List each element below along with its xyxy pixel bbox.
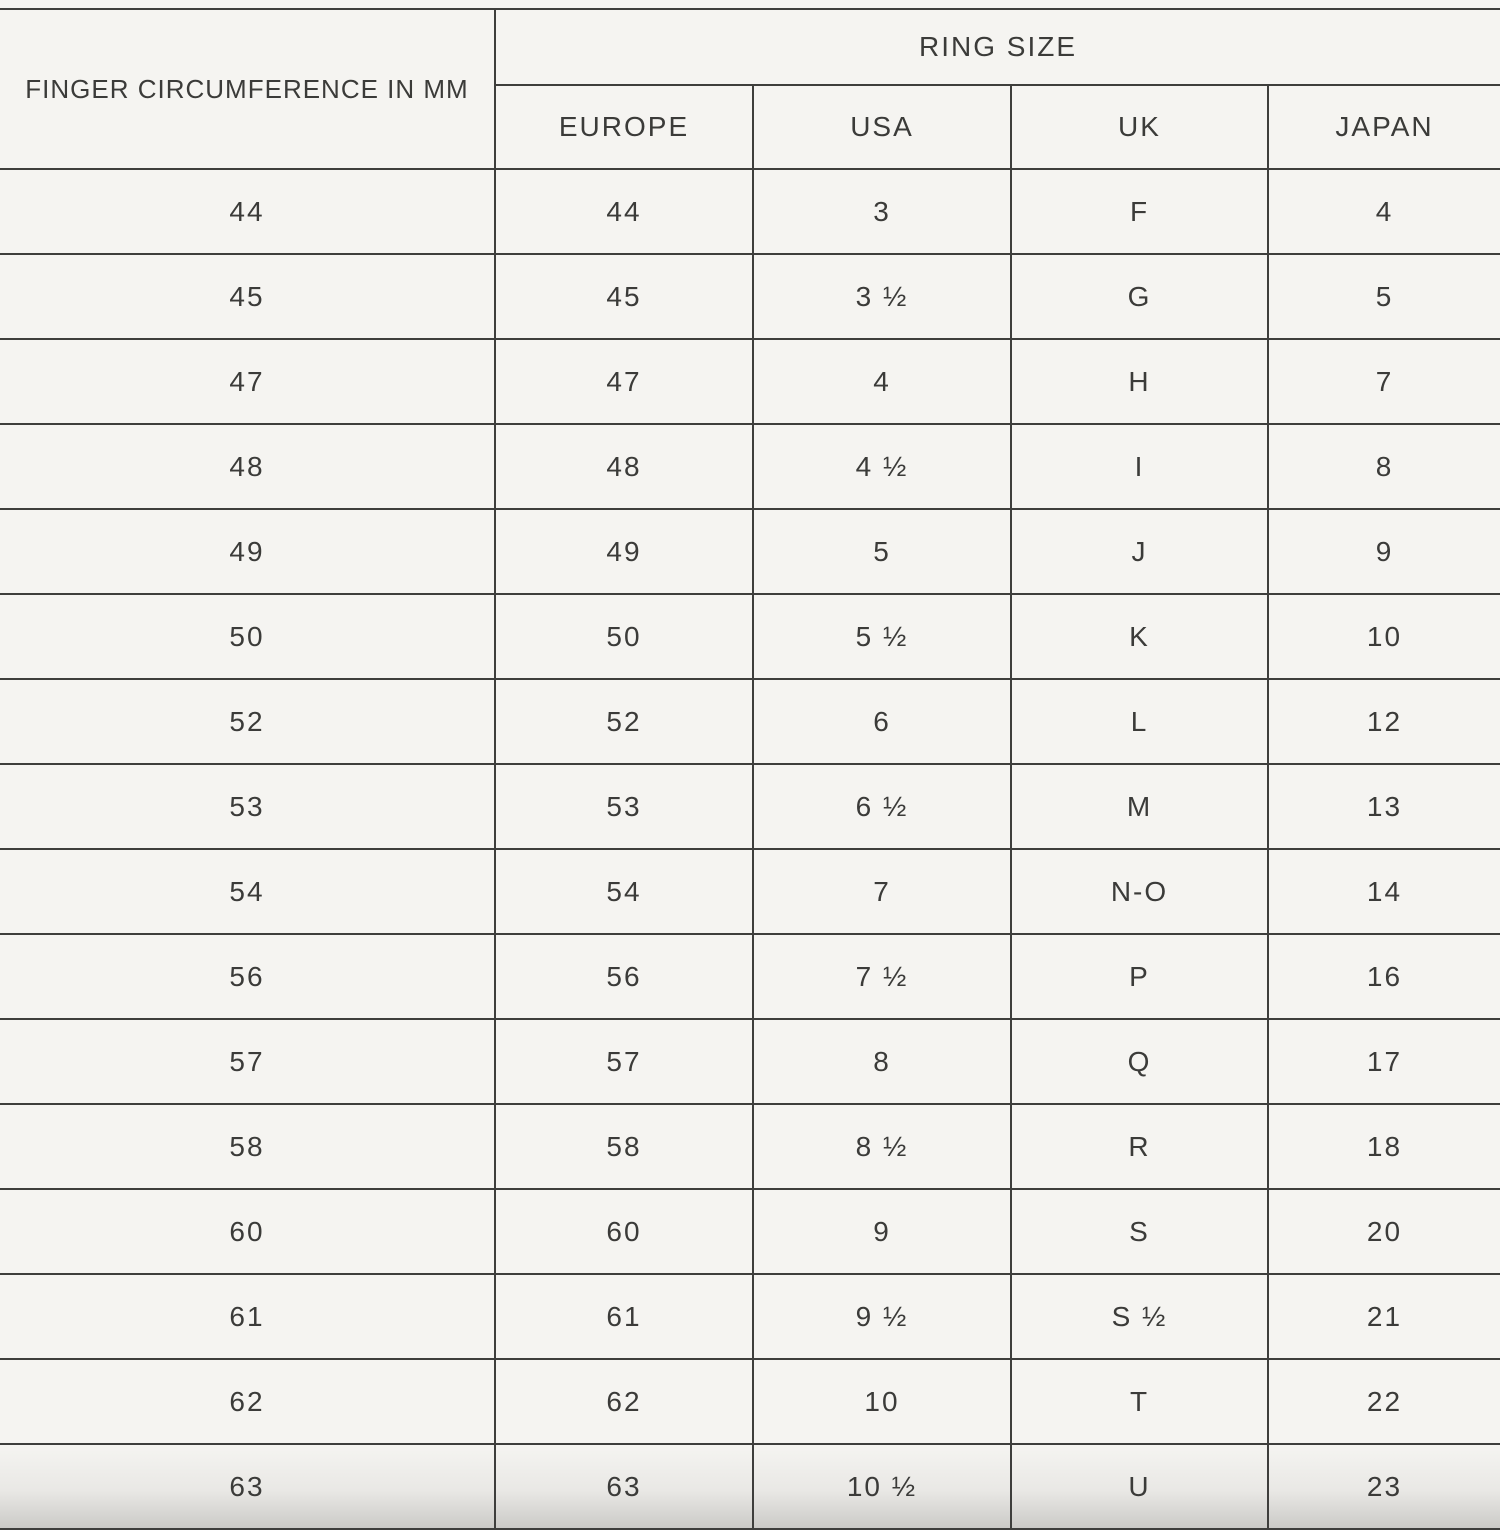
- cell-circumference: 56: [0, 934, 495, 1019]
- cell-europe: 58: [495, 1104, 753, 1189]
- column-header-japan: JAPAN: [1268, 85, 1500, 169]
- cell-uk: Q: [1011, 1019, 1268, 1104]
- cell-europe: 49: [495, 509, 753, 594]
- cell-europe: 45: [495, 254, 753, 339]
- cell-circumference: 48: [0, 424, 495, 509]
- cell-circumference: 62: [0, 1359, 495, 1444]
- cell-circumference: 45: [0, 254, 495, 339]
- cell-japan: 4: [1268, 169, 1500, 254]
- table-row: [0, 424, 1500, 509]
- cell-usa: 3: [753, 169, 1011, 254]
- table-row: [0, 1359, 1500, 1444]
- cell-europe: 57: [495, 1019, 753, 1104]
- cell-uk: K: [1011, 594, 1268, 679]
- cell-usa: 5: [753, 509, 1011, 594]
- cell-europe: 54: [495, 849, 753, 934]
- cell-usa: 8 ½: [753, 1104, 1011, 1189]
- table-row: [0, 1189, 1500, 1274]
- cell-usa: 4 ½: [753, 424, 1011, 509]
- table-row: [0, 849, 1500, 934]
- column-header-europe: EUROPE: [495, 85, 753, 169]
- cell-circumference: 61: [0, 1274, 495, 1359]
- header-group-row: [0, 9, 1500, 85]
- cell-usa: 4: [753, 339, 1011, 424]
- cell-uk: H: [1011, 339, 1268, 424]
- cell-uk: L: [1011, 679, 1268, 764]
- table-row: [0, 1274, 1500, 1359]
- cell-europe: 47: [495, 339, 753, 424]
- cell-europe: 63: [495, 1444, 753, 1529]
- cell-uk: S ½: [1011, 1274, 1268, 1359]
- cell-circumference: 52: [0, 679, 495, 764]
- table-row: [0, 679, 1500, 764]
- table-row: [0, 169, 1500, 254]
- cell-uk: S: [1011, 1189, 1268, 1274]
- cell-europe: 62: [495, 1359, 753, 1444]
- table-row: [0, 594, 1500, 679]
- ring-size-table: [0, 8, 1500, 1530]
- cell-circumference: 50: [0, 594, 495, 679]
- cell-japan: 18: [1268, 1104, 1500, 1189]
- cell-usa: 8: [753, 1019, 1011, 1104]
- cell-uk: I: [1011, 424, 1268, 509]
- cell-circumference: 54: [0, 849, 495, 934]
- table-row: [0, 934, 1500, 1019]
- cell-uk: N-O: [1011, 849, 1268, 934]
- cell-circumference: 63: [0, 1444, 495, 1529]
- table-row: [0, 339, 1500, 424]
- cell-japan: 5: [1268, 254, 1500, 339]
- cell-usa: 9 ½: [753, 1274, 1011, 1359]
- cell-japan: 8: [1268, 424, 1500, 509]
- cell-japan: 9: [1268, 509, 1500, 594]
- cell-circumference: 44: [0, 169, 495, 254]
- cell-japan: 10: [1268, 594, 1500, 679]
- cell-usa: 6 ½: [753, 764, 1011, 849]
- table-body: [0, 169, 1500, 1529]
- cell-usa: 7: [753, 849, 1011, 934]
- cell-europe: 61: [495, 1274, 753, 1359]
- finger-circumference-header: FINGER CIRCUMFERENCE IN MM: [0, 9, 495, 169]
- cell-japan: 23: [1268, 1444, 1500, 1529]
- cell-japan: 14: [1268, 849, 1500, 934]
- cell-uk: J: [1011, 509, 1268, 594]
- cell-circumference: 58: [0, 1104, 495, 1189]
- cell-uk: F: [1011, 169, 1268, 254]
- cell-japan: 21: [1268, 1274, 1500, 1359]
- cell-japan: 12: [1268, 679, 1500, 764]
- column-header-uk: UK: [1011, 85, 1268, 169]
- cell-uk: P: [1011, 934, 1268, 1019]
- column-header-usa: USA: [753, 85, 1011, 169]
- cell-usa: 10 ½: [753, 1444, 1011, 1529]
- table-row: [0, 254, 1500, 339]
- cell-europe: 50: [495, 594, 753, 679]
- cell-usa: 9: [753, 1189, 1011, 1274]
- ring-size-group-header: RING SIZE: [495, 9, 1500, 85]
- cell-europe: 48: [495, 424, 753, 509]
- cell-europe: 56: [495, 934, 753, 1019]
- table-row: [0, 509, 1500, 594]
- cell-usa: 3 ½: [753, 254, 1011, 339]
- cell-circumference: 47: [0, 339, 495, 424]
- cell-uk: R: [1011, 1104, 1268, 1189]
- cell-japan: 7: [1268, 339, 1500, 424]
- cell-europe: 53: [495, 764, 753, 849]
- cell-japan: 13: [1268, 764, 1500, 849]
- cell-usa: 5 ½: [753, 594, 1011, 679]
- table-row: [0, 1104, 1500, 1189]
- cell-europe: 60: [495, 1189, 753, 1274]
- cell-uk: U: [1011, 1444, 1268, 1529]
- cell-japan: 17: [1268, 1019, 1500, 1104]
- cell-circumference: 60: [0, 1189, 495, 1274]
- cell-usa: 6: [753, 679, 1011, 764]
- cell-japan: 20: [1268, 1189, 1500, 1274]
- cell-uk: M: [1011, 764, 1268, 849]
- table-row: [0, 1019, 1500, 1104]
- cell-japan: 16: [1268, 934, 1500, 1019]
- cell-europe: 52: [495, 679, 753, 764]
- cell-circumference: 53: [0, 764, 495, 849]
- cell-japan: 22: [1268, 1359, 1500, 1444]
- table-row: [0, 764, 1500, 849]
- cell-usa: 7 ½: [753, 934, 1011, 1019]
- cell-uk: G: [1011, 254, 1268, 339]
- cell-circumference: 57: [0, 1019, 495, 1104]
- cell-uk: T: [1011, 1359, 1268, 1444]
- cell-circumference: 49: [0, 509, 495, 594]
- table-row: [0, 1444, 1500, 1529]
- cell-europe: 44: [495, 169, 753, 254]
- cell-usa: 10: [753, 1359, 1011, 1444]
